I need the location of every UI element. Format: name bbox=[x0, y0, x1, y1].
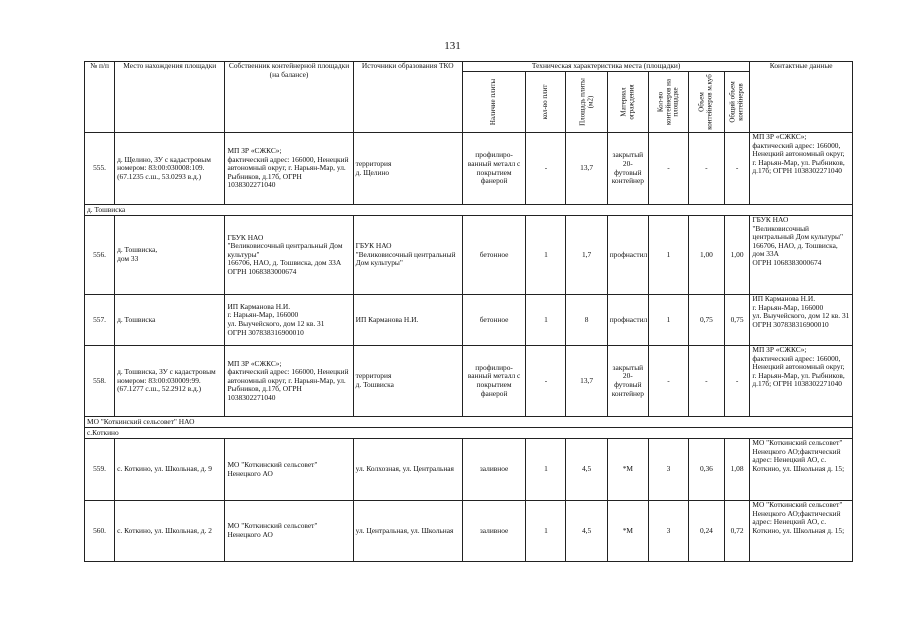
fence-cell: профнастил bbox=[607, 216, 648, 295]
header-contacts: Контактные данные bbox=[750, 62, 853, 133]
contacts-cell: МО "Коткинский сельсовет" Ненецкого АО;фактический адрес: Ненецкий АО, с. Коткино, ул. Школьная д. 15; bbox=[750, 439, 853, 501]
contacts-cell: МО "Коткинский сельсовет" Ненецкого АО;фактический адрес: Ненецкий АО, с. Коткино, ул. Школьная д. 15; bbox=[750, 501, 853, 562]
volume-cell: 1,00 bbox=[689, 216, 725, 295]
plate-cell: заливное bbox=[462, 439, 526, 501]
header-sub-containers: Кол-во контейнеров на площадке bbox=[648, 72, 688, 133]
location-cell: д. Щелино, ЗУ с кадастровым номером: 83:00:030008:109. (67.1235 с.ш., 53.0293 в.д.) bbox=[115, 133, 225, 205]
row-number: 557. bbox=[85, 295, 115, 346]
contacts-cell: ИП Карманова Н.И. г. Нарьян-Мар, 166000 ул. Выучейского, дом 12 кв. 31 ОГРН 307838316900010 bbox=[750, 295, 853, 346]
location-cell: д. Тошвиска, ЗУ с кадастровым номером: 83:00:030009:99. (67.1277 с.ш., 52.2912 в.д.) bbox=[115, 346, 225, 417]
owner-cell: МП ЗР «СЖКС»; фактический адрес: 166000, Ненецкий автономный округ, г. Нарьян-Мар, ул. Рыбников, д.17б, ОГРН 1038302271040 bbox=[225, 133, 353, 205]
area-cell: 1,7 bbox=[566, 216, 607, 295]
header-num: № п/п bbox=[85, 62, 115, 133]
plates-count-cell: 1 bbox=[526, 501, 566, 562]
row-number: 555. bbox=[85, 133, 115, 205]
contacts-cell: ГБУК НАО "Великовисочный центральный Дом культуры" 166706, НАО, д. Тошвиска, дом 33А ОГРН 1068383000674 bbox=[750, 216, 853, 295]
row-number: 556. bbox=[85, 216, 115, 295]
table-row bbox=[85, 216, 853, 295]
volume-cell: - bbox=[689, 133, 725, 205]
table-row bbox=[85, 346, 853, 417]
group-label: д. Тошвиска bbox=[85, 205, 853, 216]
group-row bbox=[85, 428, 853, 439]
source-cell: территория д. Щелино bbox=[353, 133, 462, 205]
owner-cell: МО "Коткинский сельсовет" Ненецкого АО bbox=[225, 439, 353, 501]
plates-count-cell: - bbox=[526, 346, 566, 417]
containers-cell: 3 bbox=[648, 439, 688, 501]
plates-count-cell: - bbox=[526, 133, 566, 205]
area-cell: 4,5 bbox=[566, 501, 607, 562]
plate-cell: профилиро-ванный металл с покрытием фанерой bbox=[462, 133, 526, 205]
fence-cell: *М bbox=[607, 501, 648, 562]
table-row bbox=[85, 295, 853, 346]
containers-cell: - bbox=[648, 346, 688, 417]
total-volume-cell: - bbox=[724, 133, 750, 205]
source-cell: ул. Колхозная, ул. Центральная bbox=[353, 439, 462, 501]
area-cell: 13,7 bbox=[566, 346, 607, 417]
header-source: Источники образования ТКО bbox=[353, 62, 462, 133]
volume-cell: 0,24 bbox=[689, 501, 725, 562]
header-sub-plates-count: кол-во плит bbox=[526, 72, 566, 133]
page-number: 131 bbox=[444, 40, 461, 52]
row-number: 560. bbox=[85, 501, 115, 562]
source-cell: ИП Карманова Н.И. bbox=[353, 295, 462, 346]
contacts-cell: МП ЗР «СЖКС»; фактический адрес: 166000, Ненецкий автономный округ, г. Нарьян-Мар, ул. Рыбников, д.17б; ОГРН 1038302271040 bbox=[750, 346, 853, 417]
total-volume-cell: 1,00 bbox=[724, 216, 750, 295]
location-cell: с. Коткино, ул. Школьная, д. 2 bbox=[115, 501, 225, 562]
group-row bbox=[85, 205, 853, 216]
group-label: МО "Коткинский сельсовет" НАО bbox=[85, 417, 853, 428]
area-cell: 4,5 bbox=[566, 439, 607, 501]
volume-cell: 0,36 bbox=[689, 439, 725, 501]
source-cell: ул. Центральная, ул. Школьная bbox=[353, 501, 462, 562]
plate-cell: заливное bbox=[462, 501, 526, 562]
owner-cell: ГБУК НАО "Великовисочный центральный Дом культуры" 166706, НАО, д. Тошвиска, дом 33А ОГРН 1068383000674 bbox=[225, 216, 353, 295]
owner-cell: ИП Карманова Н.И. г. Нарьян-Мар, 166000 ул. Выучейского, дом 12 кв. 31 ОГРН 307838316900010 bbox=[225, 295, 353, 346]
fence-cell: закрытый 20-футовый контейнер bbox=[607, 346, 648, 417]
contacts-cell: МП ЗР «СЖКС»; фактический адрес: 166000, Ненецкий автономный округ, г. Нарьян-Мар, ул. Рыбников, д.17б; ОГРН 1038302271040 bbox=[750, 133, 853, 205]
plates-count-cell: 1 bbox=[526, 439, 566, 501]
header-sub-total-volume: Общий объем контейнеров bbox=[724, 72, 750, 133]
fence-cell: *М bbox=[607, 439, 648, 501]
containers-cell: - bbox=[648, 133, 688, 205]
total-volume-cell: 1,08 bbox=[724, 439, 750, 501]
fence-cell: закрытый 20-футовый контейнер bbox=[607, 133, 648, 205]
total-volume-cell: 0,72 bbox=[724, 501, 750, 562]
group-row bbox=[85, 417, 853, 428]
header-location: Место нахождения площадки bbox=[115, 62, 225, 133]
volume-cell: - bbox=[689, 346, 725, 417]
owner-cell: МП ЗР «СЖКС»; фактический адрес: 166000, Ненецкий автономный округ, г. Нарьян-Мар, ул. Рыбников, д.17б, ОГРН 1038302271040 bbox=[225, 346, 353, 417]
header-tech: Техническая характеристика места (площадки) bbox=[462, 62, 750, 72]
owner-cell: МО "Коткинский сельсовет" Ненецкого АО bbox=[225, 501, 353, 562]
row-number: 559. bbox=[85, 439, 115, 501]
header-sub-fence: Материал ограждения bbox=[607, 72, 648, 133]
location-cell: д. Тошвиска bbox=[115, 295, 225, 346]
containers-cell: 1 bbox=[648, 295, 688, 346]
fence-cell: профнастил bbox=[607, 295, 648, 346]
source-cell: территория д. Тошвиска bbox=[353, 346, 462, 417]
source-cell: ГБУК НАО "Великовисочный центральный Дом культуры" bbox=[353, 216, 462, 295]
table-row bbox=[85, 439, 853, 501]
row-number: 558. bbox=[85, 346, 115, 417]
volume-cell: 0,75 bbox=[689, 295, 725, 346]
total-volume-cell: - bbox=[724, 346, 750, 417]
area-cell: 8 bbox=[566, 295, 607, 346]
header-owner: Собственник контейнерной площадки (на балансе) bbox=[225, 62, 353, 133]
header-sub-plate: Наличие плиты bbox=[462, 72, 526, 133]
total-volume-cell: 0,75 bbox=[724, 295, 750, 346]
table-row bbox=[85, 501, 853, 562]
group-label: с.Коткино bbox=[85, 428, 853, 439]
location-cell: д. Тошвиска, дом 33 bbox=[115, 216, 225, 295]
containers-cell: 1 bbox=[648, 216, 688, 295]
plates-count-cell: 1 bbox=[526, 216, 566, 295]
plate-cell: бетонное bbox=[462, 216, 526, 295]
waste-sites-table bbox=[84, 61, 853, 562]
header-sub-volume: Объем контейнеров м.куб bbox=[689, 72, 725, 133]
table-row bbox=[85, 133, 853, 205]
area-cell: 13,7 bbox=[566, 133, 607, 205]
plate-cell: профилиро-ванный металл с покрытием фанерой bbox=[462, 346, 526, 417]
location-cell: с. Коткино, ул. Школьная, д. 9 bbox=[115, 439, 225, 501]
plates-count-cell: 1 bbox=[526, 295, 566, 346]
plate-cell: бетонное bbox=[462, 295, 526, 346]
containers-cell: 3 bbox=[648, 501, 688, 562]
header-sub-area: Площадь плиты (м2) bbox=[566, 72, 607, 133]
